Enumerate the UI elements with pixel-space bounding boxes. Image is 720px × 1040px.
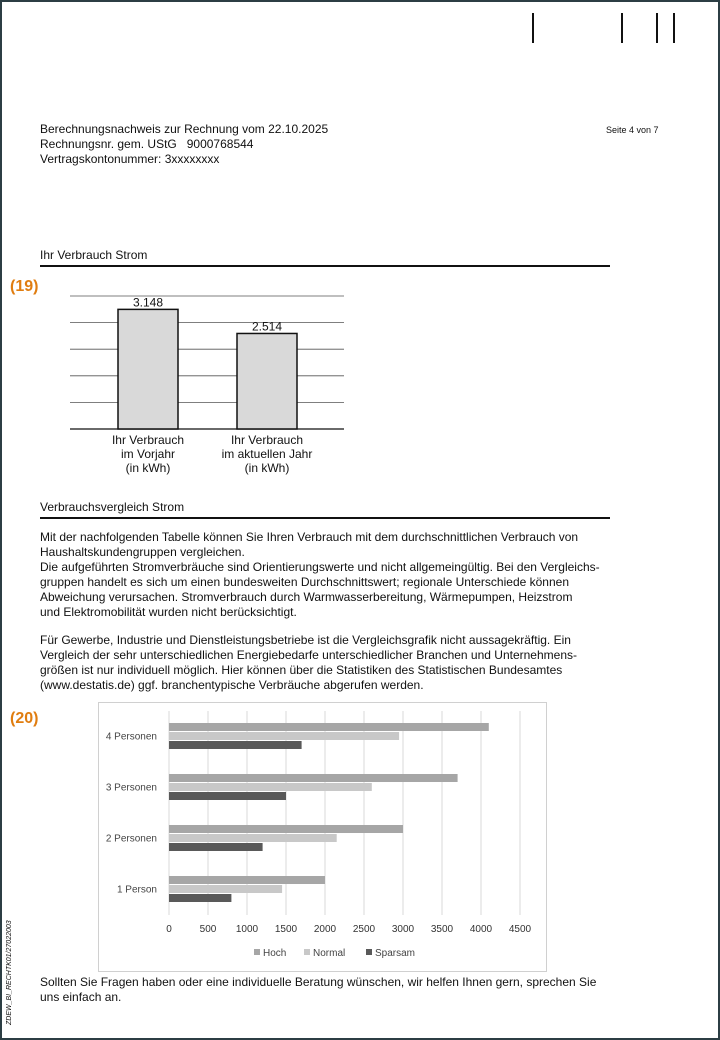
consumption-bar-chart [60, 280, 360, 480]
bar-hoch [169, 876, 325, 884]
bar-sparsam [169, 741, 302, 749]
x-tick-label: 1500 [274, 924, 298, 935]
category-label: (in kWh) [244, 461, 290, 475]
bar-normal [169, 834, 337, 842]
legend-label: Normal [313, 948, 346, 959]
legend-swatch [366, 949, 372, 955]
bar-hoch [169, 825, 403, 833]
bar-hoch [169, 774, 458, 782]
annotation-marker-19: (19) [10, 278, 39, 295]
consumption-bar [118, 309, 178, 429]
x-tick-label: 500 [199, 924, 217, 935]
invoice-reference: Berechnungsnachweis zur Rechnung vom 22.10.2025 [40, 122, 329, 136]
comparison-explanation: Mit der nachfolgenden Tabelle können Sie Ihren Verbrauch mit dem durchschnittlichen Verbrauch von Haushaltskundengruppen vergleichen. Die aufgeführten Stromverbräuche sind Orientierungswerte und nicht allgemeingültig. Bei den Vergleichs- gruppen handelt es sich um einen bundesweiten Durchschnittswert; regionale Unterschiede können Abweichung verursachen. Stromverbrauch durch Warmwasserbereitung, Wärmepumpen, Heizstrom und Elektromobilität wurden nicht berücksichtigt. [40, 530, 600, 619]
bar-sparsam [169, 792, 286, 800]
category-label: Ihr Verbrauch [111, 433, 185, 447]
bar-sparsam [169, 843, 263, 851]
legend-swatch [254, 949, 260, 955]
x-tick-label: 1000 [235, 924, 259, 935]
barcode-mark [532, 13, 534, 43]
bar-value-label: 3.148 [132, 295, 164, 310]
form-code: ZDEW_BI_RECHTK01/27022003 [6, 920, 13, 1025]
category-label: 2 Personen [105, 833, 157, 845]
bar-normal [169, 732, 399, 740]
legend-swatch [304, 949, 310, 955]
legend-label: Hoch [263, 948, 287, 959]
contract-account-number: Vertragskontonummer: 3xxxxxxxx [40, 152, 220, 166]
category-label: Ihr Verbrauch [230, 433, 304, 447]
document-header [40, 122, 328, 167]
bar-value-label: 2.514 [251, 319, 283, 334]
annotation-marker-20: (20) [10, 710, 39, 727]
household-comparison-chart [98, 702, 547, 972]
category-label: (in kWh) [125, 461, 171, 475]
category-label: 3 Personen [105, 782, 157, 794]
legend-label: Sparsam [375, 948, 416, 959]
section-title-comparison: Verbrauchsvergleich Strom [40, 500, 185, 514]
x-tick-label: 2000 [313, 924, 337, 935]
x-tick-label: 2500 [352, 924, 376, 935]
page-number: Seite 4 von 7 [606, 125, 659, 135]
section-divider [40, 517, 610, 519]
section-title-consumption: Ihr Verbrauch Strom [40, 248, 148, 262]
section-divider [40, 265, 610, 267]
category-label: 1 Person [116, 884, 157, 896]
bar-sparsam [169, 894, 231, 902]
category-label: 4 Personen [105, 731, 157, 743]
invoice-number: Rechnungsnr. gem. UStG 9000768544 [40, 137, 254, 151]
barcode-mark [621, 13, 623, 43]
barcode-mark [673, 13, 675, 43]
bar-normal [169, 885, 282, 893]
barcode-mark [656, 13, 658, 43]
x-tick-label: 3500 [430, 924, 454, 935]
x-tick-label: 0 [166, 924, 172, 935]
bar-hoch [169, 723, 489, 731]
consumption-bar [237, 333, 297, 429]
x-tick-label: 3000 [391, 924, 415, 935]
category-label: im Vorjahr [120, 447, 176, 461]
category-label: im aktuellen Jahr [221, 447, 313, 461]
x-tick-label: 4500 [508, 924, 532, 935]
x-tick-label: 4000 [469, 924, 493, 935]
bar-normal [169, 783, 372, 791]
closing-text: Sollten Sie Fragen haben oder eine individuelle Beratung wünschen, wir helfen Ihnen gern, sprechen Sie uns einfach an. [40, 975, 597, 1004]
business-note: Für Gewerbe, Industrie und Dienstleistungsbetriebe ist die Vergleichsgrafik nicht aussagekräftig. Ein Vergleich der sehr unterschiedlichen Energiebedarfe unterschiedlicher Branchen und Unternehmens- größen ist nur individuell möglich. Hier können über die Statistiken des Statistischen Bundesamtes (www.destatis.de) ggf. branchentypische Verbräuche abgerufen werden. [40, 633, 577, 692]
